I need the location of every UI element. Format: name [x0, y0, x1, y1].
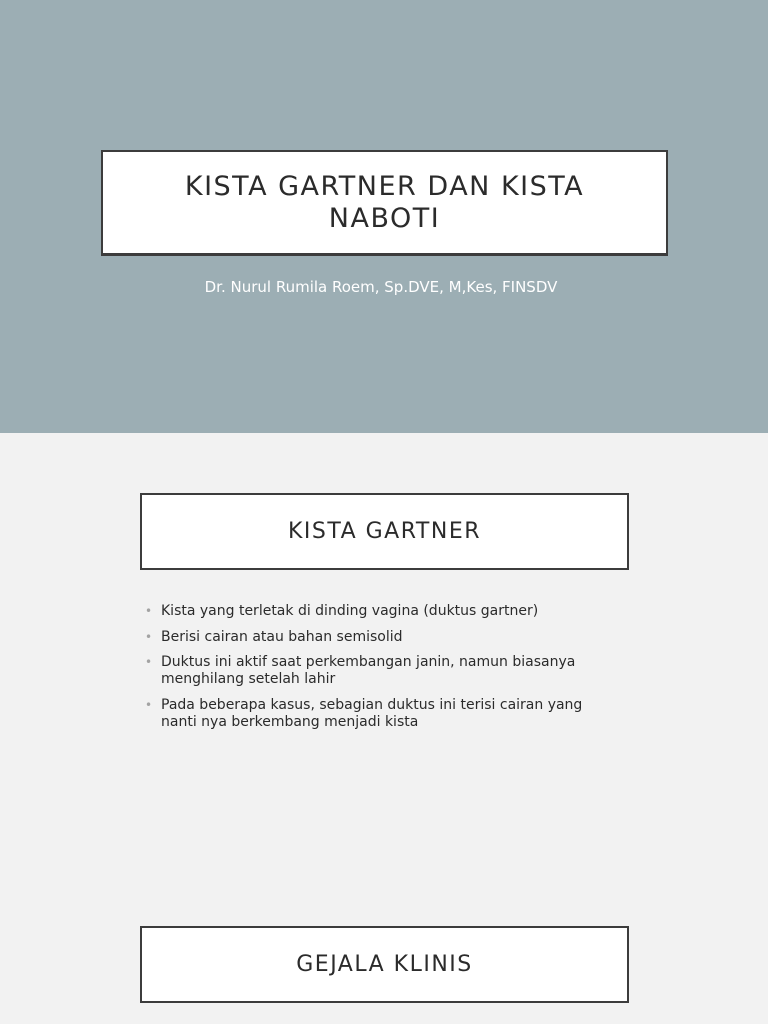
bullet-list	[145, 603, 615, 739]
bullet-text: Kista yang terletak di dinding vagina (duktus gartner)	[161, 603, 539, 619]
presentation-title: KISTA GARTNER DAN KISTA NABOTI	[184, 170, 585, 234]
next-section-title-box	[140, 926, 629, 1003]
bullet-item	[145, 697, 615, 731]
content-slide	[0, 433, 768, 1024]
bullet-icon: •	[145, 604, 153, 618]
section-title-box	[140, 493, 629, 570]
title-slide	[0, 0, 768, 433]
bullet-item	[145, 654, 615, 688]
section-title: KISTA GARTNER	[287, 519, 482, 544]
bullet-item	[145, 603, 615, 620]
next-section-title: GEJALA KLINIS	[296, 952, 473, 977]
title-box	[101, 150, 668, 256]
bullet-icon: •	[145, 697, 153, 712]
bullet-item	[145, 629, 615, 646]
bullet-text: Duktus ini aktif saat perkembangan janin, namun biasanya menghilang setelah lahir	[161, 654, 576, 687]
presentation-subtitle: Dr. Nurul Rumila Roem, Sp.DVE, M,Kes, FINSDV	[204, 278, 558, 296]
bullet-icon: •	[145, 629, 153, 644]
bullet-text: Pada beberapa kasus, sebagian duktus ini terisi cairan yang nanti nya berkembang menjadi kista	[161, 696, 583, 730]
bullet-text: Berisi cairan atau bahan semisolid	[161, 628, 403, 645]
bullet-icon: •	[145, 655, 153, 669]
